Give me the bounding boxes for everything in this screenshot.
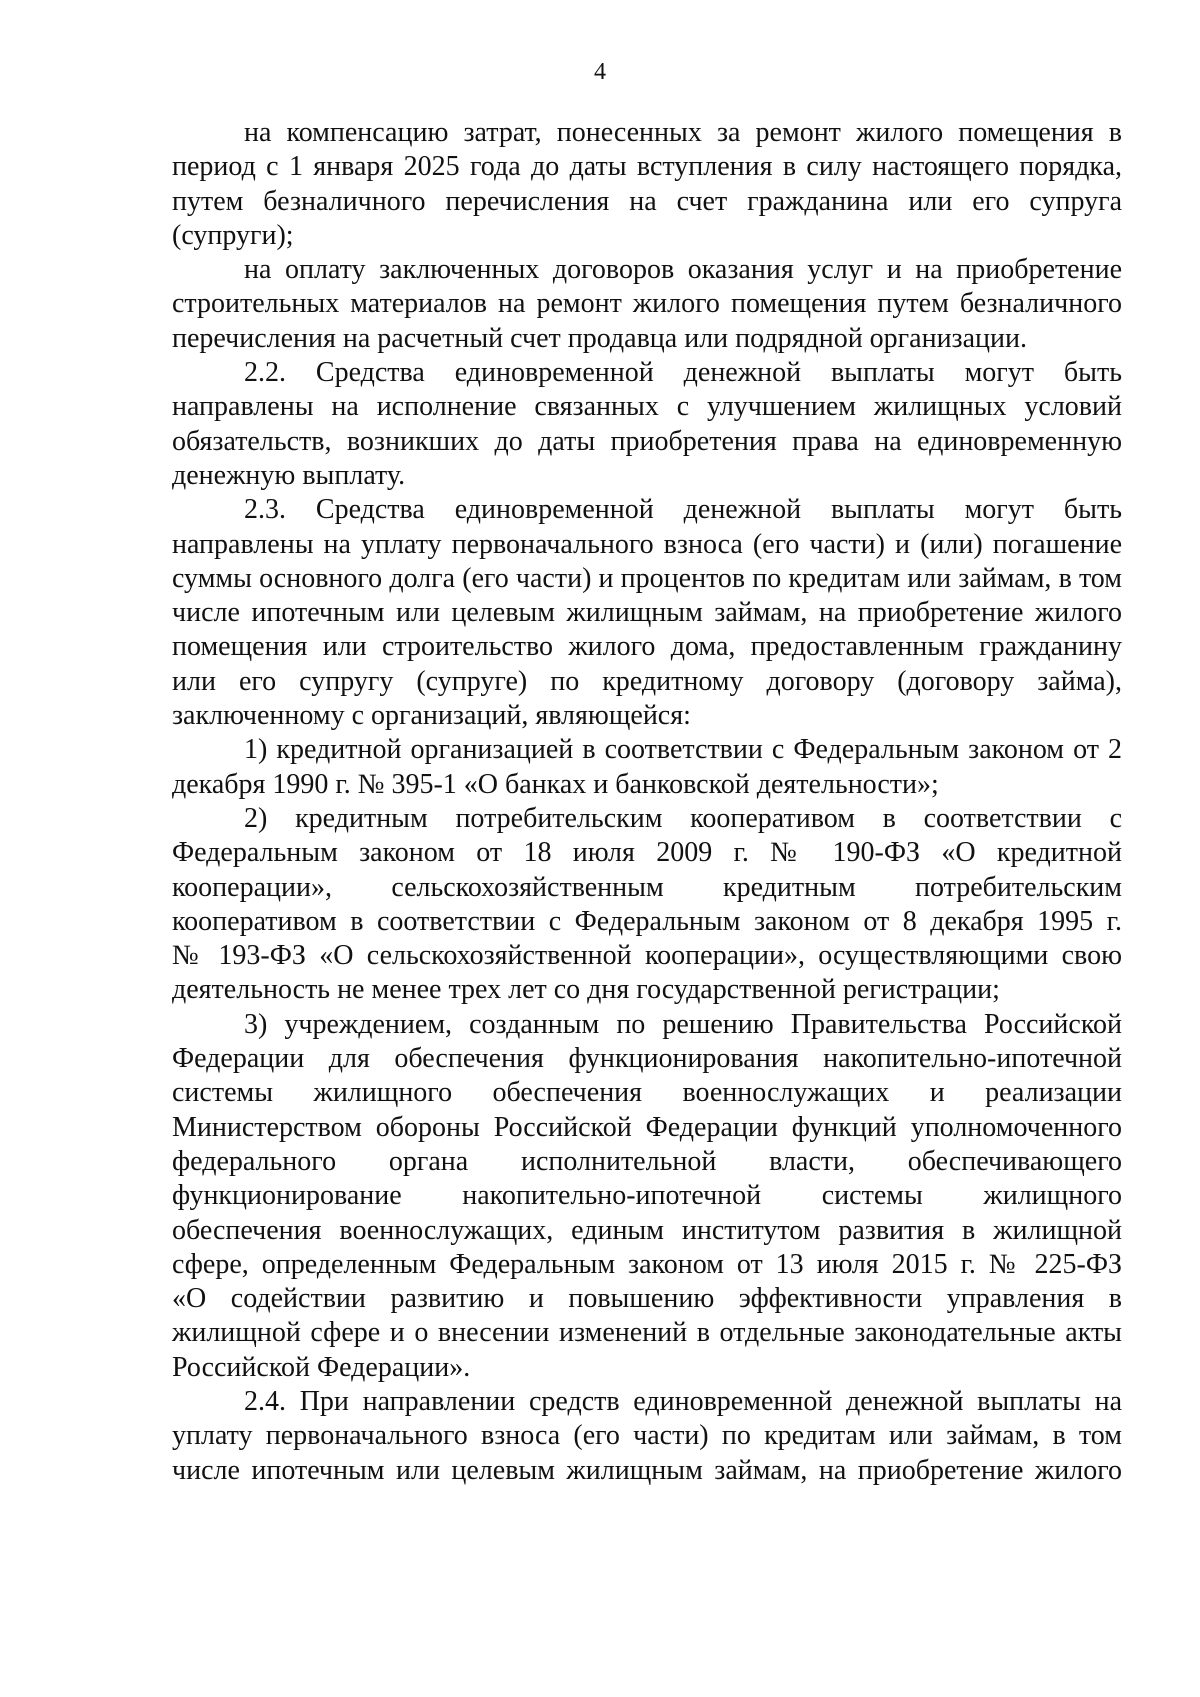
text-line: суммы основного долга (его части) и процентов по кредитам или займам, в том [172,562,1122,594]
text-line: Федеральным законом от 18 июля 2009 г. № 190-ФЗ «О кредитной [172,837,1122,869]
text-line: направлены на исполнение связанных с улучшением жилищных условий [172,391,1122,423]
text-line: на компенсацию затрат, понесенных за ремонт жилого помещения в [244,117,1122,148]
paragraph [172,116,1122,253]
paragraph [172,493,1122,733]
text-line: деятельность не менее трех лет со дня государственной регистрации; [172,974,1000,1006]
text-line: уплату первоначального взноса (его части) по кредитам или займам, в том [172,1420,1122,1452]
text-line: сфере, определенным Федеральным законом от 13 июля 2015 г. № 225-ФЗ [172,1248,1122,1280]
paragraph [172,802,1122,1008]
text-line: или его супругу (супруге) по кредитному договору (договору займа), [172,665,1122,697]
text-line: перечисления на расчетный счет продавца или подрядной организации. [172,322,1027,354]
paragraph [172,253,1122,356]
text-line: кооперации», сельскохозяйственным кредитным потребительским [172,871,1122,903]
text-line: числе ипотечным или целевым жилищным займам, на приобретение жилого [172,597,1122,629]
text-line: обязательств, возникших до даты приобретения права на единовременную [172,425,1122,457]
text-line: Российской Федерации». [172,1351,471,1383]
text-line: декабря 1990 г. № 395-1 «О банках и банковской деятельности»; [172,768,939,800]
text-line: заключенному с организаций, являющейся: [172,700,691,732]
text-line: 2.2. Средства единовременной денежной выплаты могут быть [244,357,1122,389]
paragraph [172,1008,1122,1385]
paragraph [172,733,1122,802]
text-line: 2.4. При направлении средств единовременной денежной выплаты на [244,1385,1122,1417]
text-line: период с 1 января 2025 года до даты вступления в силу настоящего порядка, [172,151,1122,183]
text-line: № 193-ФЗ «О сельскохозяйственной кооперации», осуществляющими свою [172,940,1122,972]
text-line: 2) кредитным потребительским кооперативом в соответствии с [244,802,1122,834]
text-line: кооперативом в соответствии с Федеральным законом от 8 декабря 1995 г. [172,905,1122,937]
paragraph [172,356,1122,493]
text-line: денежную выплату. [172,459,406,491]
text-line: «О содействии развитию и повышению эффективности управления в [172,1283,1122,1315]
text-line: путем безналичного перечисления на счет гражданина или его супруга [172,185,1122,217]
text-line: строительных материалов на ремонт жилого помещения путем безналичного [172,288,1122,320]
text-line: 1) кредитной организацией в соответствии с Федеральным законом от 2 [244,734,1122,766]
page-number: 4 [594,59,606,85]
text-line: на оплату заключенных договоров оказания услуг и на приобретение [244,254,1122,286]
text-line: направлены на уплату первоначального взноса (его части) и (или) погашение [172,528,1122,560]
text-line: системы жилищного обеспечения военнослужащих и реализации [172,1077,1122,1109]
text-line: функционирование накопительно-ипотечной системы жилищного [172,1180,1122,1212]
text-line: жилищной сфере и о внесении изменений в отдельные законодательные акты [172,1317,1122,1349]
text-line: помещения или строительство жилого дома, предоставленным гражданину [172,631,1122,663]
document-body [172,116,1122,1488]
text-line: (супруги); [172,219,294,251]
paragraph [172,1385,1122,1488]
text-line: 2.3. Средства единовременной денежной выплаты могут быть [244,494,1122,526]
text-line: числе ипотечным или целевым жилищным займам, на приобретение жилого [172,1454,1122,1486]
text-line: федерального органа исполнительной власти, обеспечивающего [172,1145,1122,1177]
text-line: 3) учреждением, созданным по решению Правительства Российской [244,1008,1122,1040]
text-line: обеспечения военнослужащих, единым институтом развития в жилищной [172,1214,1122,1246]
text-line: Министерством обороны Российской Федерации функций уполномоченного [172,1111,1122,1143]
text-line: Федерации для обеспечения функционирования накопительно-ипотечной [172,1043,1122,1075]
